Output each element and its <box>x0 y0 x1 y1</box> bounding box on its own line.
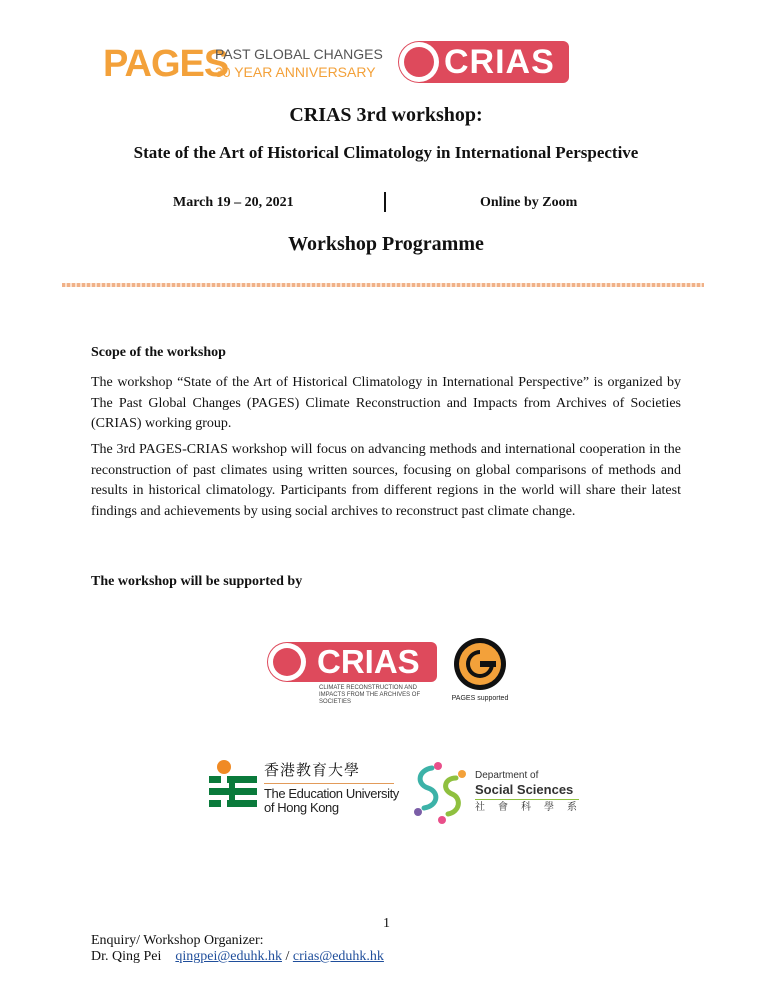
pages-supported-logo <box>449 637 511 705</box>
pages-emblem-icon <box>453 637 507 691</box>
email-link-qingpei[interactable]: qingpei@eduhk.hk <box>175 949 282 964</box>
social-sciences-logo <box>410 760 590 828</box>
crias-logo-word: CRIAS <box>444 43 555 81</box>
eduhk-logo <box>207 758 399 816</box>
crias-logo-caption: CLIMATE RECONSTRUCTION AND IMPACTS FROM THE ARCHIVES OF SOCIETIES <box>319 685 421 705</box>
scope-paragraph-2: The 3rd PAGES-CRIAS workshop will focus on advancing methods and international cooperation in the reconstruction of past climates using written sources, focusing on global comparisons of methods and results in historical climatology. Participants from different regions in the world will share their latest findings and achievements by using social archives to reconstruct past climate change. <box>91 442 681 519</box>
eduhk-name-chinese: 香港教育大學 <box>264 762 361 779</box>
pages-supported-caption: PAGES supported <box>451 695 509 702</box>
social-sciences-line2: Social Sciences <box>475 782 574 797</box>
social-sciences-emblem-icon <box>410 760 470 826</box>
workshop-title: CRIAS 3rd workshop: <box>289 104 483 126</box>
crias-logo-bar <box>267 642 437 682</box>
crias-logo-word: CRIAS <box>317 643 420 680</box>
eduhk-emblem-icon <box>207 758 259 816</box>
eduhk-name-english-2: of Hong Kong <box>264 800 339 815</box>
pages-logo-word: PAGES <box>103 43 229 85</box>
date-venue-separator <box>384 192 386 212</box>
eduhk-name-english-1: The Education University <box>264 786 399 801</box>
eduhk-divider <box>264 783 394 784</box>
enquiry-label: Enquiry/ Workshop Organizer: <box>91 933 264 948</box>
decorative-divider <box>62 283 704 287</box>
crias-header-logo <box>398 41 569 83</box>
crias-emblem-icon <box>268 643 306 681</box>
social-sciences-name-chinese: 社會科學系 <box>475 802 590 813</box>
page-number: 1 <box>383 916 390 931</box>
scope-heading: Scope of the workshop <box>91 345 226 360</box>
pages-logo-anniversary: 30 YEAR ANNIVERSARY <box>215 64 376 80</box>
organizer-contact <box>91 949 384 965</box>
crias-emblem-icon <box>399 42 439 82</box>
crias-sponsor-logo <box>267 642 437 704</box>
pages-30-anniversary-logo <box>103 43 383 85</box>
workshop-venue: Online by Zoom <box>480 195 578 210</box>
workshop-subtitle: State of the Art of Historical Climatology in International Perspective <box>133 143 639 162</box>
social-sciences-divider <box>475 799 579 800</box>
programme-heading: Workshop Programme <box>288 233 484 255</box>
support-heading: The workshop will be supported by <box>91 574 303 589</box>
email-separator: / <box>285 949 290 964</box>
organizer-name: Dr. Qing Pei <box>91 949 162 964</box>
social-sciences-line1: Department of <box>475 770 539 781</box>
pages-logo-tagline: PAST GLOBAL CHANGES <box>215 46 383 62</box>
email-link-crias[interactable]: crias@eduhk.hk <box>292 949 384 964</box>
scope-paragraph-1: The workshop “State of the Art of Historical Climatology in International Perspective” is organized by The Past Global Changes (PAGES) Climate Reconstruction and Impacts from Archives of Societies (CRIAS) working group. <box>91 375 681 431</box>
workshop-date: March 19 – 20, 2021 <box>173 195 294 210</box>
